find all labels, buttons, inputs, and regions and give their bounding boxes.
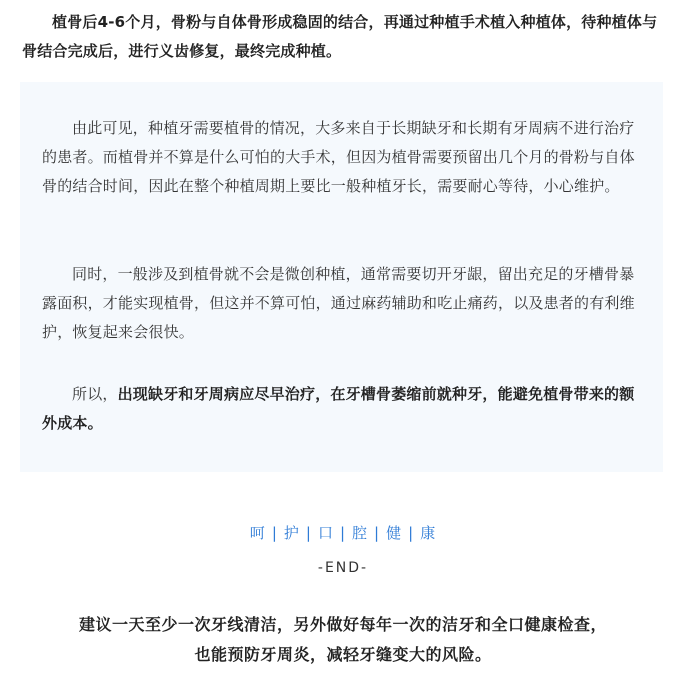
highlight-box: [20, 82, 663, 472]
tagline-separator: |: [408, 524, 415, 542]
tagline-char: 口: [317, 524, 334, 542]
tagline-char: 健: [386, 524, 403, 542]
tagline-char: 腔: [352, 524, 369, 542]
tagline-separator: |: [339, 524, 347, 542]
advice-line-1: 建议一天至少一次牙线清洁，另外做好每年一次的洁牙和全口健康检查，: [78, 615, 607, 634]
tagline-char: 康: [420, 524, 437, 542]
tagline-separator: |: [374, 524, 381, 542]
end-marker: -END-: [317, 560, 369, 576]
tagline-char: 护: [283, 524, 300, 542]
box-paragraph-3-prefix: 所以，: [72, 385, 118, 403]
box-paragraph-3: [42, 380, 642, 438]
tagline-char: 呵: [249, 524, 266, 542]
tagline-separator: |: [271, 524, 278, 542]
tagline: [0, 522, 686, 543]
box-paragraph-2: 同时，一般涉及到植骨就不会是微创种植，通常需要切开牙龈，留出充足的牙槽骨暴露面积，才能实现植骨，但这并不算可怕，通过麻药辅助和吃止痛药，以及患者的有利维护，恢复起来会很快。: [42, 265, 635, 341]
tagline-separator: |: [305, 524, 312, 542]
advice-text: [20, 610, 666, 670]
box-paragraph-1: 由此可见，种植牙需要植骨的情况，大多来自于长期缺牙和长期有牙周病不进行治疗的患者。而植骨并不算是什么可怕的大手术，但因为植骨需要预留出几个月的骨粉与自体骨的结合时间，因此在整个种植周期上要比一般种植牙长，需要耐心等待，小心维护。: [42, 119, 635, 195]
advice-line-2: 也能预防牙周炎，减轻牙缝变大的风险。: [194, 645, 492, 664]
intro-text: 植骨后4-6个月，骨粉与自体骨形成稳固的结合，再通过种植手术植入种植体，待种植体与骨结合完成后，进行义齿修复，最终完成种植。: [22, 13, 658, 60]
intro-paragraph: [22, 8, 666, 66]
box-paragraph-3-bold: 出现缺牙和牙周病应尽早治疗，在牙槽骨萎缩前就种牙，能避免植骨带来的额外成本。: [42, 385, 635, 432]
